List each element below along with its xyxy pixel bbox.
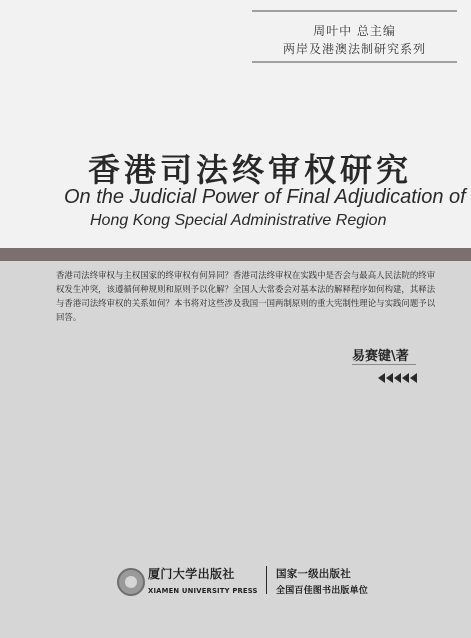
english-title-line-1: On the Judicial Power of Final Adjudication of <box>64 186 466 208</box>
author: 易赛键\著 <box>352 349 409 364</box>
university-seal-icon <box>117 568 145 596</box>
title-band <box>0 248 471 261</box>
decorative-triangles <box>378 373 417 383</box>
triangle-icon <box>378 373 385 383</box>
series-block <box>0 10 471 70</box>
triangle-icon <box>386 373 393 383</box>
author-underline <box>352 364 416 365</box>
series-top-rule <box>252 10 457 12</box>
english-title-line-2: Hong Kong Special Administrative Region <box>90 212 387 229</box>
series-bottom-rule <box>252 61 457 63</box>
triangle-icon <box>402 373 409 383</box>
chinese-title: 香港司法终审权研究 <box>88 151 413 189</box>
series-editor: 周叶中 总主编 <box>313 24 396 38</box>
series-name: 两岸及港澳法制研究系列 <box>282 42 426 56</box>
publisher-name-en: XIAMEN UNIVERSITY PRESS <box>148 587 258 595</box>
triangle-icon <box>410 373 417 383</box>
publisher-name-cn: 厦门大学出版社 <box>148 567 235 581</box>
seal-center <box>125 576 137 588</box>
publisher-divider <box>266 566 267 594</box>
publisher-badge-line-2: 全国百佳图书出版单位 <box>276 586 369 596</box>
publisher-badge-line-1: 国家一级出版社 <box>276 568 351 580</box>
triangle-icon <box>394 373 401 383</box>
book-description: 香港司法终审权与主权国家的终审权有何异同？香港司法终审权在实践中是否会与最高人民法院的终审权发生冲突，该遵循何种规则和原则予以化解？全国人大常委会对基本法的解释程序如何构建，其释法与香港司法终审权的关系如何？本书将对这些涉及我国一国两制原则的重大宪制性理论与实践问题予以回答。 <box>56 270 436 322</box>
